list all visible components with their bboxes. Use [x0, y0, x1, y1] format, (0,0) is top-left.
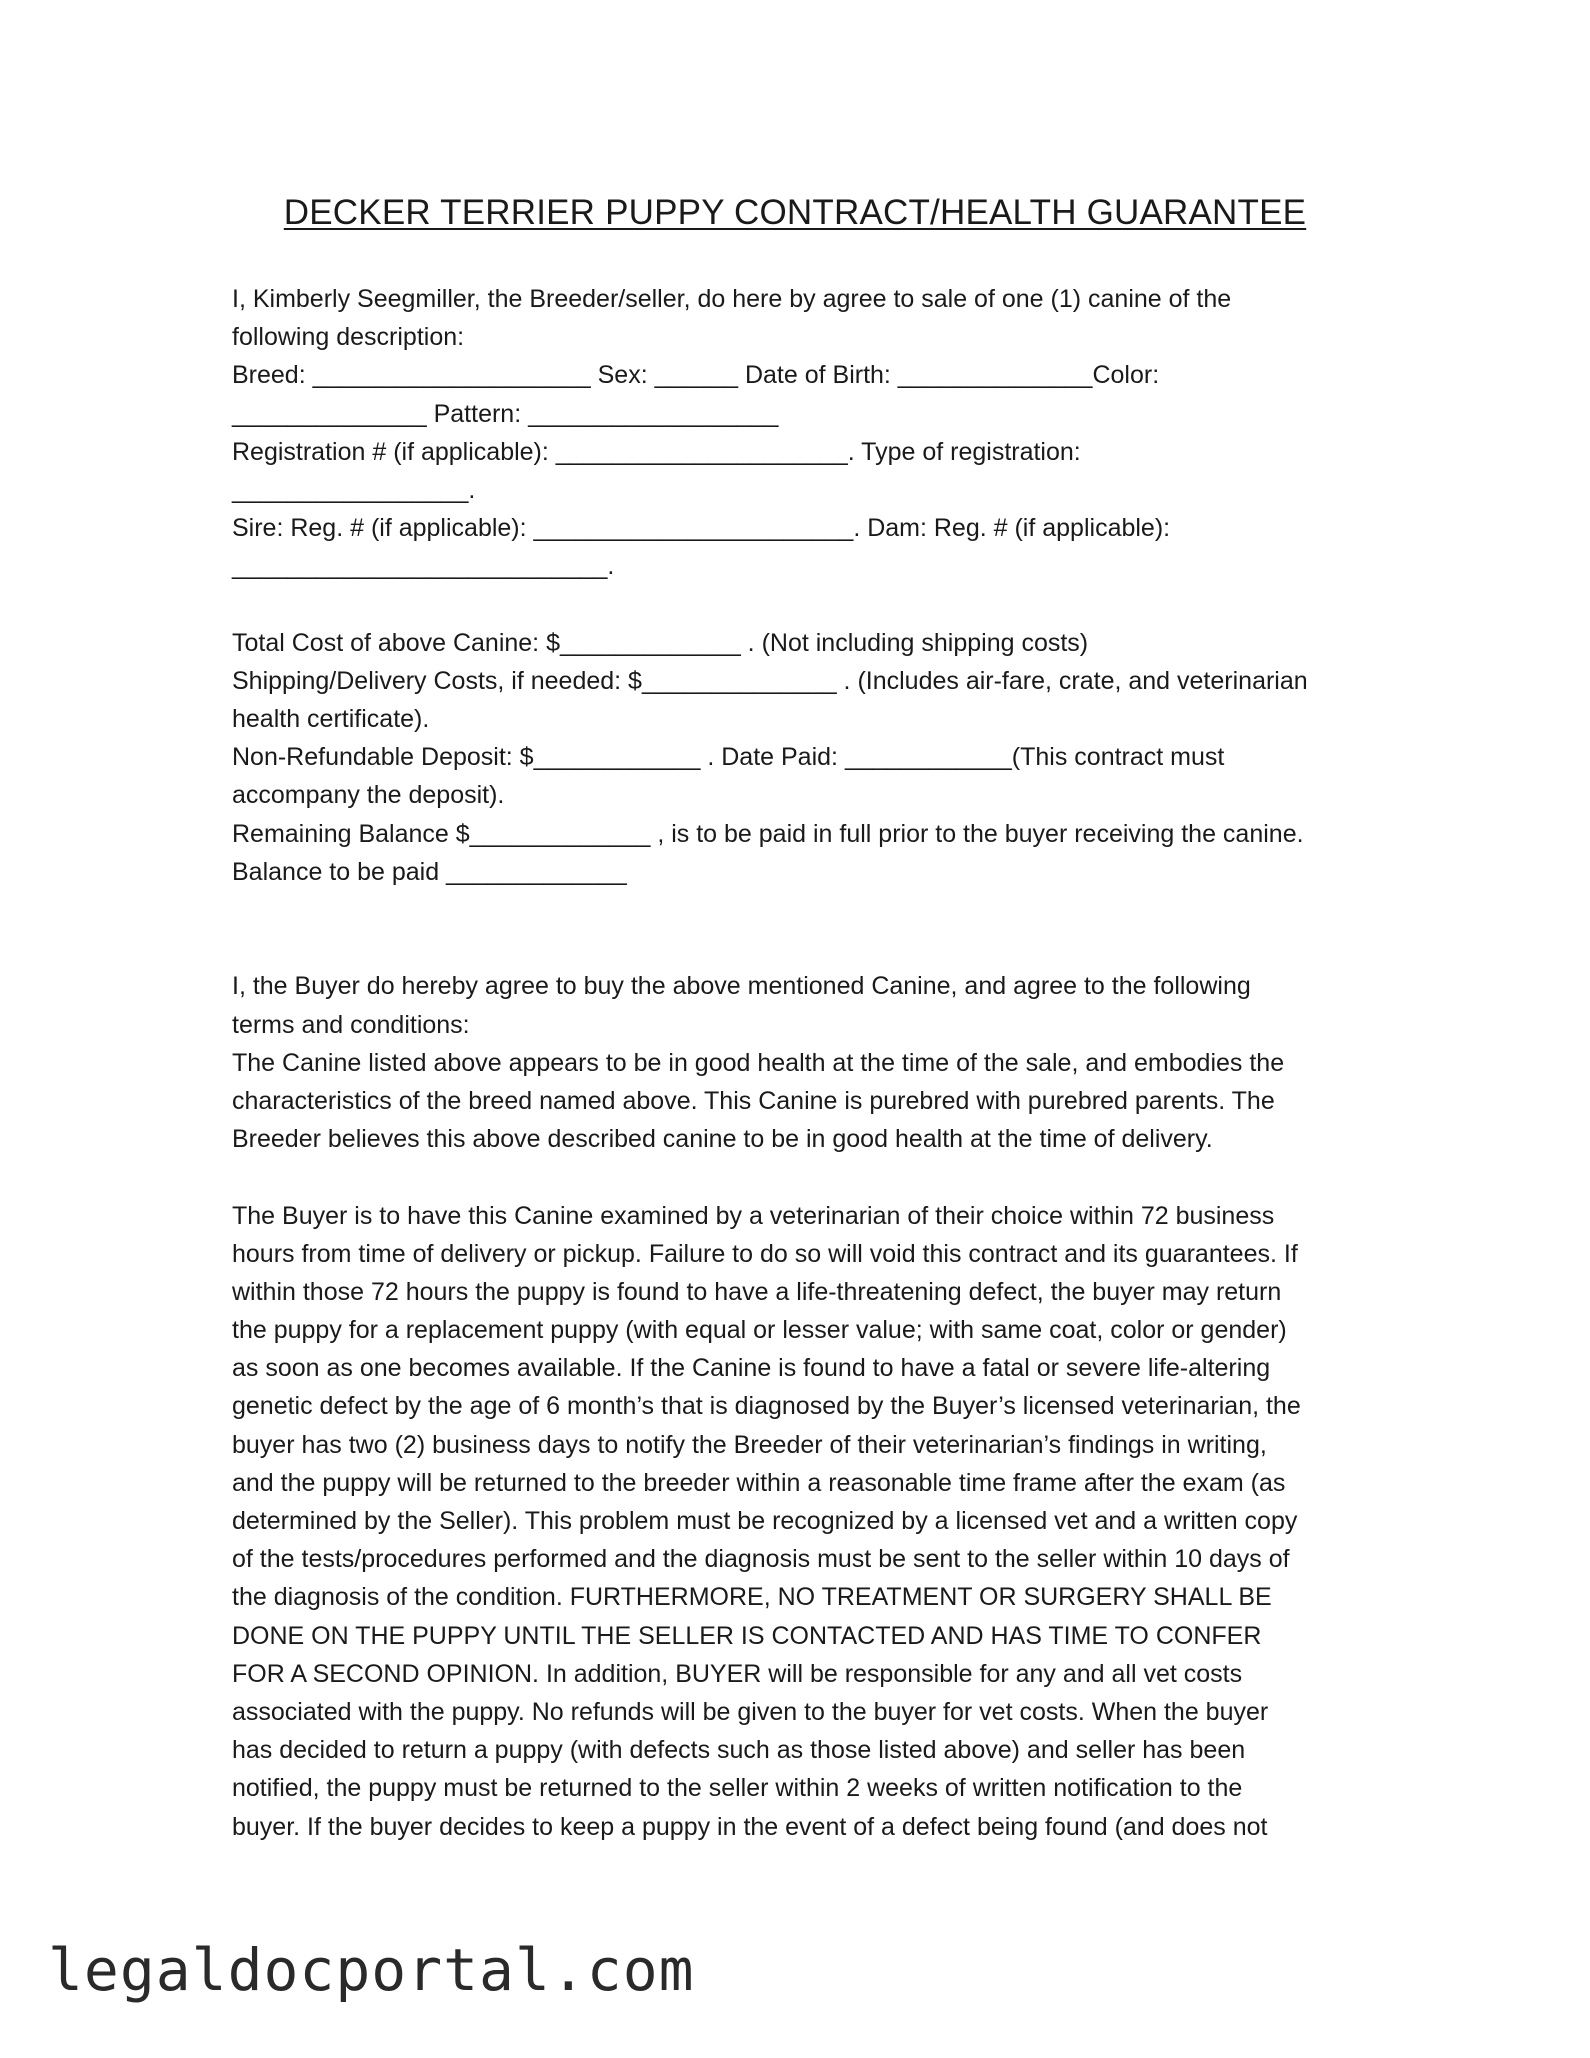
text-line: Sire: Reg. # (if applicable): _______________________. Dam: Reg. # (if applicable):	[232, 514, 1171, 543]
spacer	[232, 586, 1362, 624]
text-line: of the tests/procedures performed and the diagnosis must be sent to the seller within 10 days of	[232, 1545, 1290, 1574]
text-line: accompany the deposit).	[232, 781, 505, 810]
text-line: ___________________________.	[232, 552, 615, 581]
text-line: notified, the puppy must be returned to the seller within 2 weeks of written notification to the	[232, 1774, 1243, 1803]
text-line: terms and conditions:	[232, 1010, 470, 1039]
text-line: following description:	[232, 323, 465, 352]
guarantee-section	[232, 1197, 1362, 1846]
spacer	[232, 891, 1362, 967]
text-line: and the puppy will be returned to the breeder within a reasonable time frame after the exam (as	[232, 1468, 1286, 1497]
text-line: genetic defect by the age of 6 month’s that is diagnosed by the Buyer’s licensed veterinarian, the	[232, 1392, 1301, 1421]
document-title: DECKER TERRIER PUPPY CONTRACT/HEALTH GUARANTEE	[283, 193, 1307, 232]
text-line: _________________.	[232, 475, 476, 504]
text-line: hours from time of delivery or pickup. Failure to do so will void this contract and its guarantees. If	[232, 1239, 1298, 1268]
text-line: the diagnosis of the condition. FURTHERMORE, NO TREATMENT OR SURGERY SHALL BE	[232, 1583, 1272, 1612]
text-line: Shipping/Delivery Costs, if needed: $______________ . (Includes air-fare, crate, and veterinarian	[232, 666, 1308, 695]
text-line: ______________ Pattern: __________________	[232, 399, 779, 428]
buyer-section	[232, 967, 1362, 1158]
text-line: buyer. If the buyer decides to keep a puppy in the event of a defect being found (and does not	[232, 1812, 1268, 1841]
watermark-logo: legaldocportal.com	[48, 1936, 695, 2004]
text-line: buyer has two (2) business days to notify the Breeder of their veterinarian’s findings in writing,	[232, 1430, 1267, 1459]
text-line: Remaining Balance $_____________ , is to be paid in full prior to the buyer receiving the canine.	[232, 819, 1304, 848]
document-body	[232, 280, 1362, 1846]
text-line: as soon as one becomes available. If the Canine is found to have a fatal or severe life-altering	[232, 1354, 1271, 1383]
text-line: FOR A SECOND OPINION. In addition, BUYER will be responsible for any and all vet costs	[232, 1659, 1243, 1688]
text-line: Total Cost of above Canine: $_____________ . (Not including shipping costs)	[232, 628, 1089, 657]
text-line: DONE ON THE PUPPY UNTIL THE SELLER IS CONTACTED AND HAS TIME TO CONFER	[232, 1621, 1262, 1650]
text-line: I, the Buyer do hereby agree to buy the above mentioned Canine, and agree to the following	[232, 972, 1251, 1001]
text-line: I, Kimberly Seegmiller, the Breeder/seller, do here by agree to sale of one (1) canine of the	[232, 285, 1232, 313]
text-line: determined by the Seller). This problem must be recognized by a licensed vet and a written copy	[232, 1507, 1298, 1536]
spacer	[232, 1158, 1362, 1196]
text-line: Registration # (if applicable): _____________________. Type of registration:	[232, 437, 1081, 466]
text-line: The Canine listed above appears to be in good health at the time of the sale, and embodies the	[232, 1048, 1285, 1077]
text-line: Balance to be paid _____________	[232, 857, 627, 886]
cost-section	[232, 624, 1362, 891]
text-line: has decided to return a puppy (with defects such as those listed above) and seller has been	[232, 1736, 1246, 1765]
text-line: associated with the puppy. No refunds will be given to the buyer for vet costs. When the buyer	[232, 1697, 1269, 1726]
intro-section	[232, 280, 1362, 586]
text-line: The Buyer is to have this Canine examined by a veterinarian of their choice within 72 business	[232, 1201, 1275, 1230]
text-line: the puppy for a replacement puppy (with equal or lesser value; with same coat, color or gender)	[232, 1316, 1287, 1345]
text-line: characteristics of the breed named above. This Canine is purebred with purebred parents. The	[232, 1086, 1275, 1115]
text-line: Non-Refundable Deposit: $____________ . Date Paid: ____________(This contract must	[232, 743, 1225, 772]
text-line: Breed: ____________________ Sex: ______ Date of Birth: ______________Color:	[232, 361, 1160, 390]
text-line: within those 72 hours the puppy is found to have a life-threatening defect, the buyer may return	[232, 1277, 1282, 1306]
text-line: Breeder believes this above described canine to be in good health at the time of delivery.	[232, 1125, 1213, 1154]
text-line: health certificate).	[232, 705, 430, 734]
